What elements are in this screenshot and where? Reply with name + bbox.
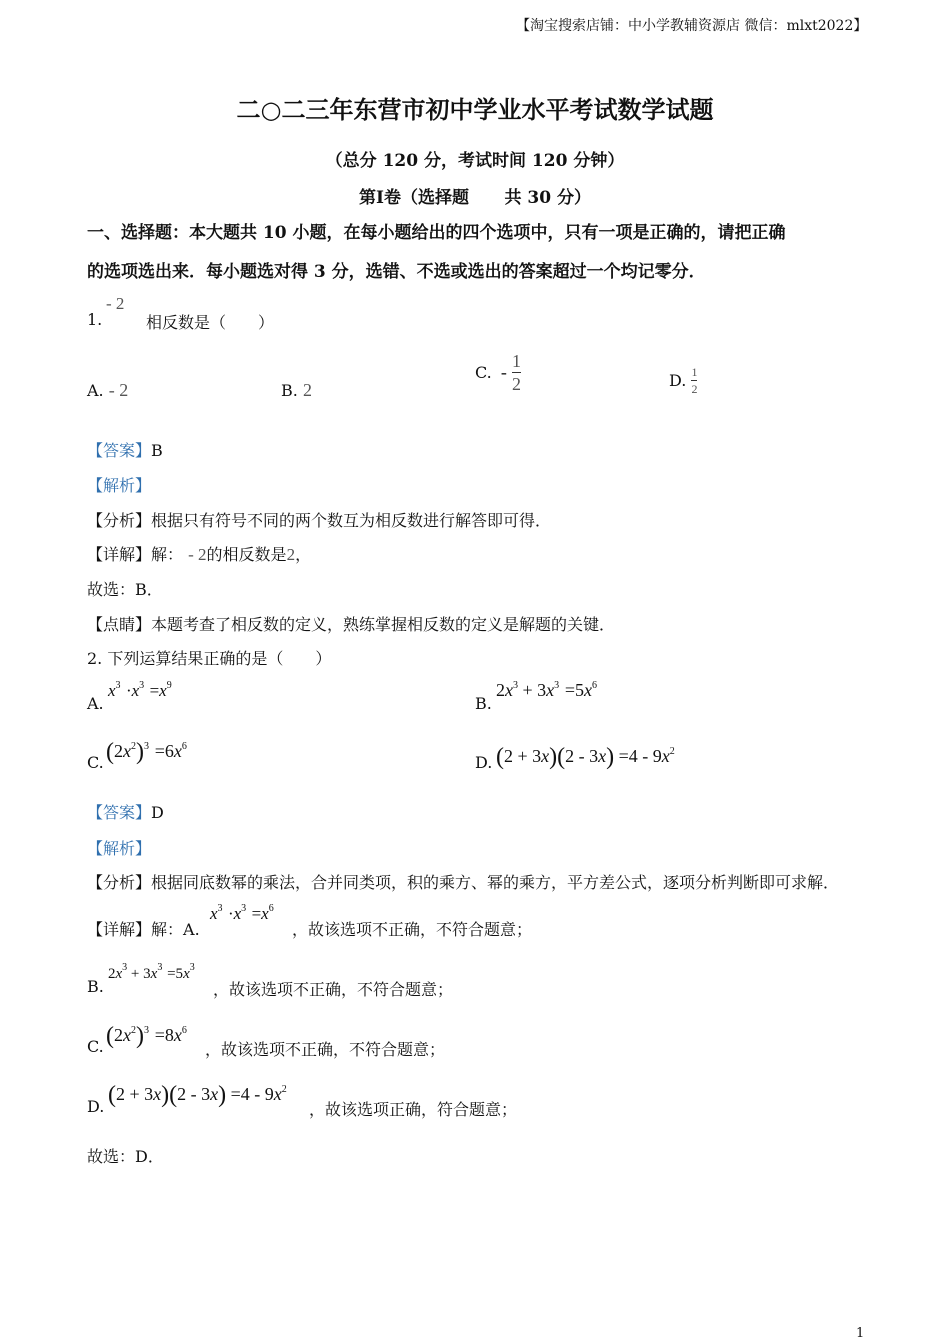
q1-choose: 故选：B． <box>87 580 163 599</box>
q2-detail-a-formula: $x^3 \cdot x^3 =x^6$ <box>210 903 274 923</box>
q2-answer <box>87 800 164 823</box>
q1-detail-expr1: - 2 <box>188 545 207 564</box>
q1-option-d-numerator: 1 <box>691 365 698 379</box>
q1-detail-prefix: 解： <box>151 545 184 564</box>
q2-option-c-label: C. <box>87 753 104 772</box>
q2-option-c-formula: $(2x^2)^3 =6x^6$ <box>106 739 187 765</box>
q1-option-a <box>87 380 128 401</box>
q1-option-c-sign: - <box>500 362 507 382</box>
q1-option-d-label: D. <box>669 371 687 390</box>
q2-fenxi <box>87 870 839 893</box>
q2-option-c <box>87 753 104 772</box>
q2-detail-a-text: ，故该选项不正确，不符合题意； <box>292 920 533 939</box>
q1-detail-end: ， <box>295 545 312 564</box>
exam-subtitle: （总分 120 分，考试时间 120 分钟） <box>325 151 625 171</box>
q2-answer-value: D <box>151 803 164 822</box>
q1-expr: - 2 <box>106 294 125 313</box>
q1-detail-mid: 的相反数是 <box>206 545 287 564</box>
q2-option-a-formula: $x^3 \cdot x^3 =x^9$ <box>108 680 172 700</box>
q1-answer <box>87 438 163 461</box>
q2-analysis-tag: 【解析】 <box>87 839 152 858</box>
q2-detail-tag: 【详解】 <box>87 920 152 939</box>
q1-stem: 相反数是（ ） <box>146 313 275 332</box>
q2-detail-d-text: ，故该选项正确，符合题意； <box>309 1100 518 1119</box>
q1-fenxi <box>87 508 551 531</box>
q2-detail-d-formula: $(2 + 3x)(2 - 3x) =4 - 9x^2$ <box>108 1082 287 1108</box>
q1-number: 1. <box>87 310 103 329</box>
q1-detail-tag: 【详解】 <box>87 545 152 564</box>
q1-option-c <box>475 352 521 393</box>
q2-option-a-label: A. <box>87 694 104 713</box>
q2-stem: 2. 下列运算结果正确的是（ ） <box>87 649 332 668</box>
q2-detail-c-formula: $(2x^2)^3 =8x^6$ <box>106 1023 187 1049</box>
q1-option-c-fraction <box>512 352 521 393</box>
q1-option-d-denominator: 2 <box>691 382 698 396</box>
q1-answer-tag: 【答案】 <box>87 441 152 460</box>
q2-detail-b-formula: $2x^3 + 3x^3 =5x^3$ <box>108 962 195 982</box>
q1-dianjing-tag: 【点睛】 <box>87 615 152 634</box>
q1-option-b-value: 2 <box>302 380 312 400</box>
q1-option-c-label: C. <box>475 363 492 382</box>
q2-detail-b-label: B. <box>87 977 104 996</box>
section-intro-line1: 一、选择题：本大题共 10 小题，在每小题给出的四个选项中，只有一项是正确的，请把正确 <box>87 223 786 243</box>
q2-fenxi-tag: 【分析】 <box>87 873 152 892</box>
page-title: 二○二三年东营市初中学业水平考试数学试题 <box>236 95 714 124</box>
q2-option-d-label: D. <box>475 753 493 772</box>
q1-answer-value: B <box>151 441 163 460</box>
q2-fenxi-text: 根据同底数幂的乘法，合并同类项，积的乘方、幂的乘方，平方差公式，逐项分析判断即可求解． <box>151 873 840 892</box>
q2-detail-prefix: 解：A. <box>151 920 200 939</box>
q2-detail-b-text: ，故该选项不正确，不符合题意； <box>213 980 454 999</box>
q2-option-d-formula: $(2 + 3x)(2 - 3x) =4 - 9x^2$ <box>496 744 675 770</box>
q1-option-b-label: B. <box>281 381 298 400</box>
q1-option-c-denominator: 2 <box>511 374 521 394</box>
q2-detail-c-text: ，故该选项不正确，不符合题意； <box>205 1040 446 1059</box>
header-note: 【淘宝搜索店铺：中小学教辅资源店 微信：mlxt2022】 <box>516 18 868 34</box>
q1-analysis-tag: 【解析】 <box>87 476 152 495</box>
q2-option-b-formula: $2x^3 + 3x^3 =5x^6$ <box>496 680 598 700</box>
page-number: 1 <box>856 1326 865 1341</box>
q1-option-b <box>281 380 312 401</box>
volume-title: 第Ⅰ卷（选择题 共 30 分） <box>359 188 591 208</box>
q2-choose: 故选：D． <box>87 1147 164 1166</box>
q2-detail-c-label: C. <box>87 1037 104 1056</box>
q1-option-c-numerator: 1 <box>511 351 521 371</box>
q1-fenxi-text: 根据只有符号不同的两个数互为相反数进行解答即可得． <box>151 511 552 530</box>
q2-detail-a <box>87 917 200 940</box>
q2-option-a <box>87 694 104 713</box>
q1-detail <box>87 542 311 565</box>
q2-option-b-label: B. <box>475 694 492 713</box>
q1-option-d <box>669 366 697 395</box>
q1-detail-expr2: 2 <box>286 545 296 564</box>
section-intro-line2: 的选项选出来．每小题选对得 3 分，选错、不选或选出的答案超过一个均记零分． <box>87 262 706 282</box>
q2-detail-d-label: D. <box>87 1097 105 1116</box>
q1-option-a-label: A. <box>87 381 104 400</box>
q1-dianjing-text: 本题考查了相反数的定义，熟练掌握相反数的定义是解题的关键． <box>151 615 616 634</box>
q1-option-a-value: - 2 <box>108 380 129 400</box>
q2-answer-tag: 【答案】 <box>87 803 152 822</box>
q1-option-d-fraction <box>691 366 697 395</box>
q2-option-b <box>475 694 492 713</box>
q2-option-d <box>475 753 492 772</box>
q1-fenxi-tag: 【分析】 <box>87 511 152 530</box>
q1-dianjing <box>87 612 615 635</box>
